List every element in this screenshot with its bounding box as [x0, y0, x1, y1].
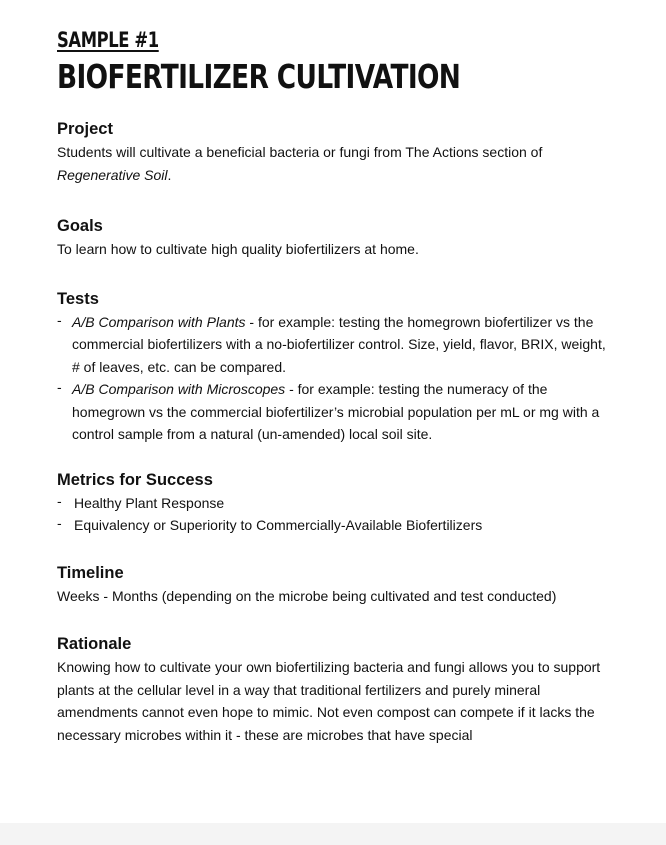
dash-bullet: -	[57, 492, 62, 509]
list-item	[57, 514, 617, 537]
project-text-italic: Regenerative Soil	[57, 166, 168, 183]
rationale-heading: Rationale	[57, 635, 132, 653]
metrics-section	[57, 469, 617, 537]
goals-section	[57, 215, 617, 261]
metrics-list	[57, 492, 617, 537]
dash-bullet: -	[57, 311, 62, 328]
sample-label: SAMPLE #1	[57, 28, 159, 52]
project-text-after: .	[167, 166, 172, 183]
test-text: - for example: testing the homegrown biofertilizer vs the commercial biofertilizers with a no-biofertilizer control. Size, yield, flavor, BRIX, weight, # of leaves, etc. can be compared.	[72, 313, 606, 375]
document-content	[57, 26, 617, 746]
list-item	[57, 378, 617, 446]
list-item	[57, 311, 617, 379]
test-title: A/B Comparison with Plants	[72, 313, 246, 330]
timeline-text: Weeks - Months (depending on the microbe being cultivated and test conducted)	[57, 587, 557, 604]
tests-heading: Tests	[57, 289, 99, 308]
project-text-before: Students will cultivate a beneficial bacteria or fungi from The Actions section of	[57, 144, 543, 160]
timeline-heading: Timeline	[57, 563, 124, 582]
goals-text: To learn how to cultivate high quality biofertilizers at home.	[57, 241, 419, 257]
dash-bullet: -	[57, 379, 62, 395]
dash-bullet: -	[57, 515, 62, 531]
tests-list	[57, 311, 617, 446]
goals-heading: Goals	[57, 217, 103, 235]
tests-section	[57, 288, 617, 446]
rationale-section	[57, 633, 617, 746]
project-section	[57, 118, 617, 186]
project-text	[57, 141, 617, 186]
rationale-text: Knowing how to cultivate your own biofertilizing bacteria and fungi allows you to support plants at the cellular level in a way that traditional fertilizers and purely mineral amendments cannot even hope to mimic. Not even compost can compete if it lacks the necessary microbes within it - these are microbes that have special	[57, 659, 601, 743]
metric-text: Healthy Plant Response	[74, 494, 225, 511]
metrics-heading: Metrics for Success	[57, 470, 213, 489]
test-title: A/B Comparison with Microscopes	[72, 381, 286, 397]
page-bottom-edge	[0, 823, 666, 845]
page-title: BIOFERTILIZER CULTIVATION	[57, 57, 461, 96]
list-item	[57, 492, 617, 515]
timeline-section	[57, 562, 617, 608]
metric-text: Equivalency or Superiority to Commercially-Available Biofertilizers	[74, 517, 483, 533]
project-heading: Project	[57, 120, 113, 138]
test-text: - for example: testing the numeracy of the homegrown vs the commercial biofertilizer’s microbial population per mL or mg with a control sample from a natural (un-amended) local soil site.	[72, 381, 600, 442]
